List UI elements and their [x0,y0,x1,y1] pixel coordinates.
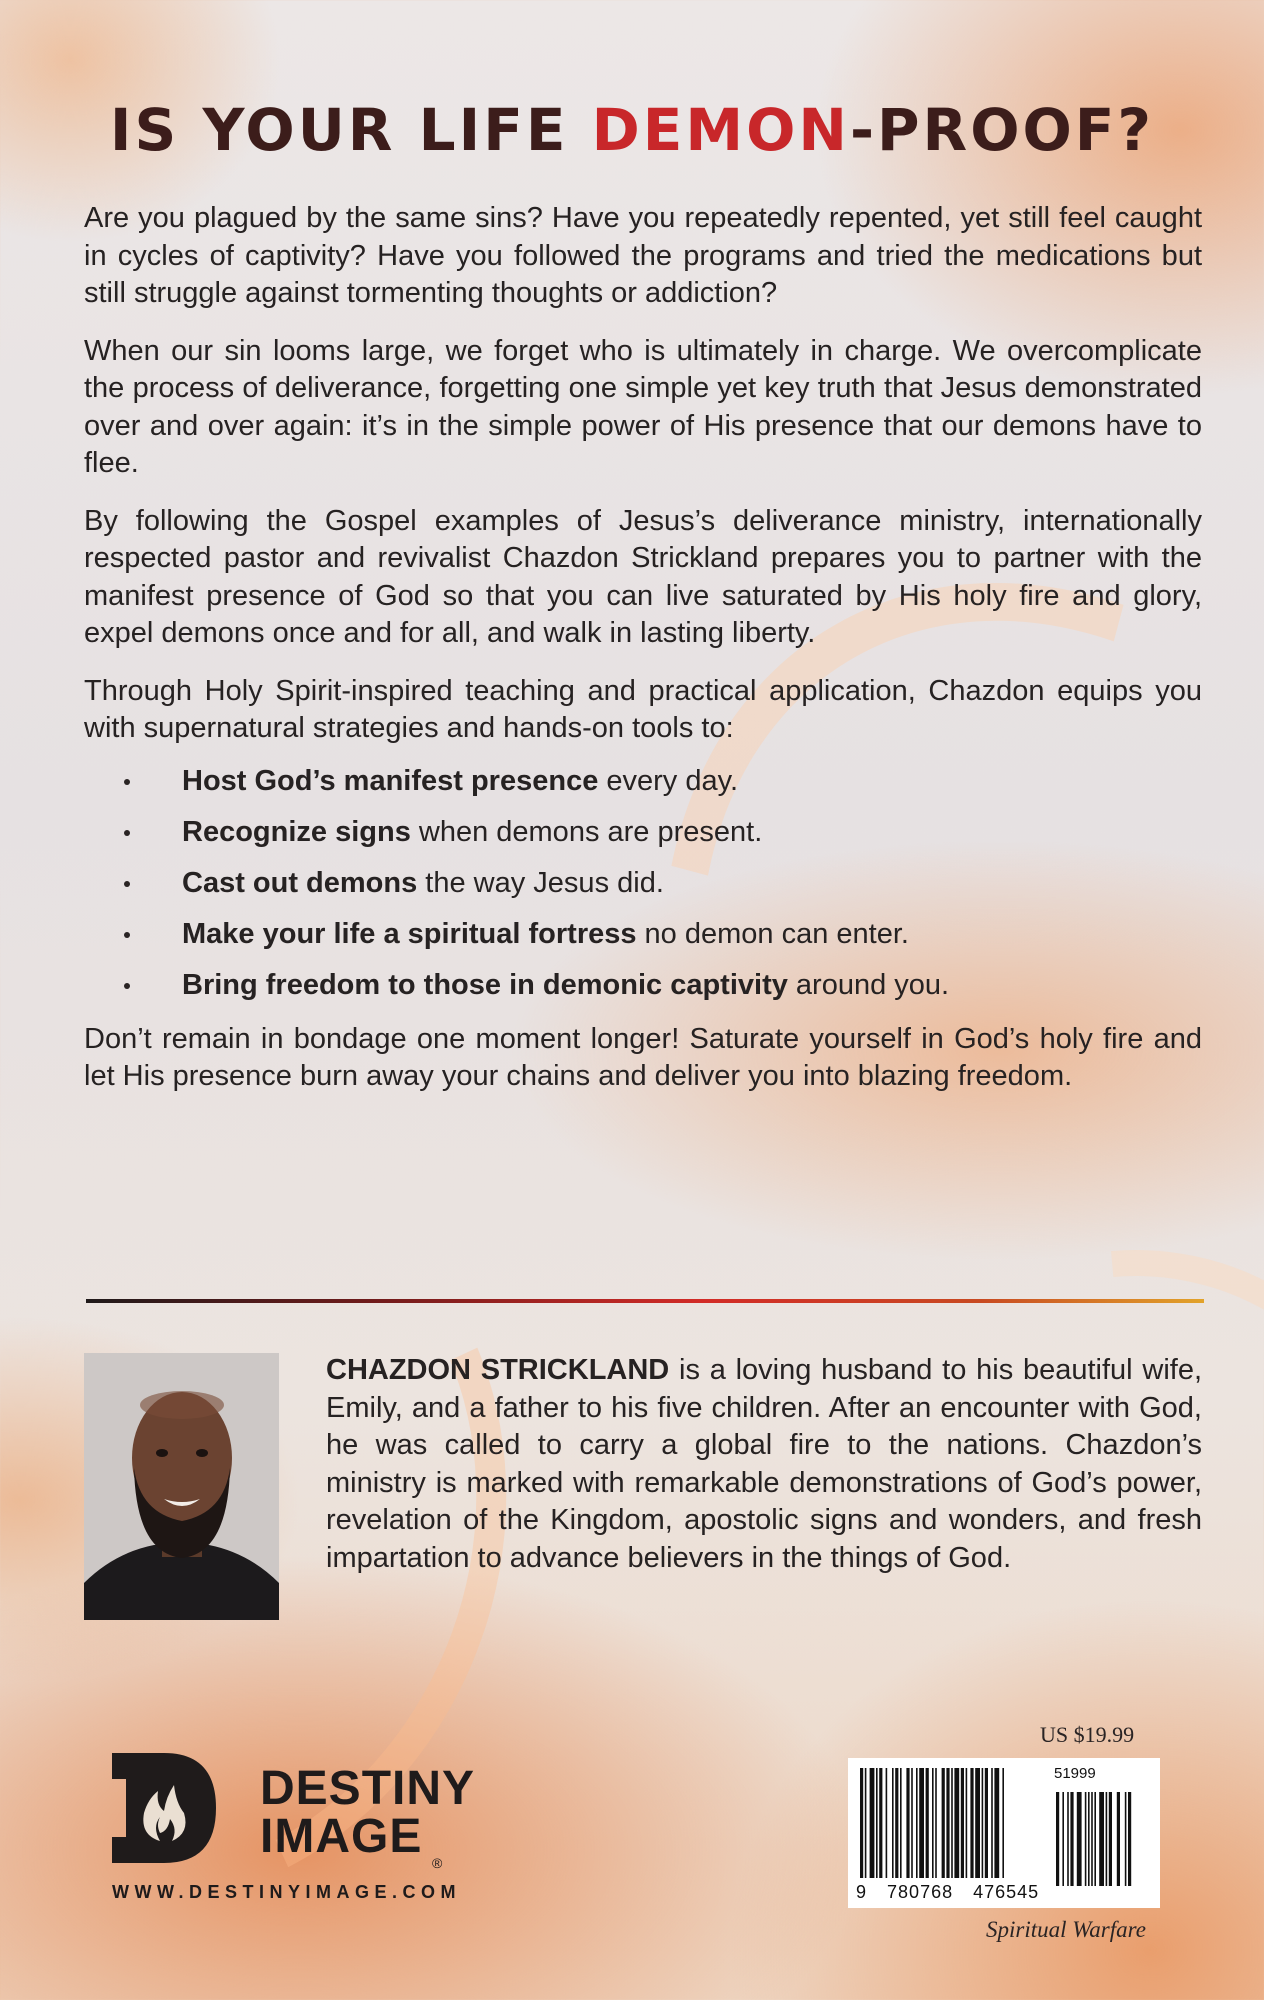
barcode-bar [942,1768,945,1878]
bullet-icon [124,830,130,836]
closing-paragraph: Don’t remain in bondage one moment longer! Saturate yourself in God’s holy fire and let His presence burn away your chains and deliver you into blazing freedom. [84,1022,1202,1092]
barcode-bar [1117,1792,1120,1886]
barcode-bars [860,1768,1150,1886]
isbn-prefix: 9 [856,1882,868,1902]
barcode-bar [911,1768,913,1878]
bullet-bold: Cast out demons [182,866,418,899]
barcode-bar [1070,1792,1073,1886]
barcode-bar [1088,1792,1090,1886]
headline [0,96,1264,164]
description [84,200,1202,1116]
bullet-bold: Recognize signs [182,815,411,848]
book-category: Spiritual Warfare [986,1917,1146,1942]
barcode-bar [961,1768,964,1878]
barcode-bar [886,1768,888,1878]
bullet-bold: Bring freedom to those in demonic captivity [182,968,788,1001]
isbn-group-2: 476545 [973,1882,1040,1902]
bullet-rest: every day. [598,764,739,797]
bullet-rest: the way Jesus did. [417,866,664,899]
barcode-bar [892,1768,894,1878]
bullet-icon [124,932,130,938]
barcode-bar [895,1768,898,1878]
list-item [84,756,1202,807]
barcode-bar [1128,1792,1131,1886]
headline-part2: -PROOF? [849,96,1155,164]
isbn-barcode [848,1758,1160,1908]
list-item [84,858,1202,909]
barcode-bar [876,1768,878,1878]
bullet-bold: Host God’s manifest presence [182,764,599,797]
barcode-bar [879,1768,882,1878]
paragraph: When our sin looms large, we forget who is ultimately in charge. We overcomplicate the process of deliverance, forgetting one simple yet key truth that Jesus demonstrated over and over again: it’s in the simple power of His presence that our demons have to flee. [84,334,1202,479]
barcode-addon-number: 51999 [1054,1765,1096,1782]
bullet-rest: when demons are present. [410,815,763,848]
section-divider [86,1299,1204,1303]
bullet-icon [124,983,130,989]
barcode-bar [994,1768,999,1878]
bullet-bold: Make your life a spiritual fortress [182,917,637,950]
bullet-rest: no demon can enter. [636,917,909,950]
barcode-bar [991,1768,993,1878]
author-name: CHAZDON STRICKLAND [326,1354,670,1386]
barcode-bar [1106,1792,1108,1886]
barcode-bar [926,1768,929,1878]
list-item [84,909,1202,960]
barcode-bar [919,1768,924,1878]
headline-accent: DEMON [591,96,850,164]
publisher-name-line2: IMAGE [260,1810,423,1863]
barcode-bar [975,1768,980,1878]
barcode-bar [860,1768,863,1878]
publisher-url: WWW.DESTINYIMAGE.COM [112,1882,461,1902]
barcode-bar [985,1768,988,1878]
destiny-flame-d-icon [112,1753,216,1863]
barcode-bar [1109,1792,1112,1886]
headline-part1: IS YOUR LIFE [109,96,592,164]
author-portrait-icon [84,1353,279,1620]
publisher-name-line1: DESTINY [260,1762,476,1815]
barcode-bar [900,1768,902,1878]
barcode-bar [954,1768,959,1878]
isbn-group-1: 780768 [887,1882,954,1902]
author-bio [326,1352,1202,1577]
barcode-bar [870,1768,875,1878]
barcode-bar [1091,1792,1093,1886]
publisher-name [260,1762,476,1863]
bullet-rest: around you. [787,968,950,1001]
isbn-number [856,1882,1156,1903]
barcode-bar [970,1768,973,1878]
paragraph: By following the Gospel examples of Jesus’s deliverance ministry, internationally respected pastor and revivalist Chazdon Strickland prepares you to partner with the manifest presence of God so that you can live saturated by His holy fire and glory, expel demons once and for all, and walk in lasting liberty. [84,504,1202,649]
barcode-bar [1067,1792,1069,1886]
bullet-list [84,756,1202,1011]
price: US $19.99 [1040,1722,1135,1747]
bullet-icon [124,779,130,785]
barcode-bar [916,1768,918,1878]
barcode-bar [932,1768,934,1878]
barcode-bar [946,1768,949,1878]
author-bio-text: is a loving husband to his beautiful wife, Emily, and a father to his five children. After an encounter with God, he was called to carry a global fire to the nations. Chazdon’s ministry is marked with remarkable demonstrations of God’s power, revelation of the Kingdom, apostolic signs and wonders, and fresh impartation to advance believers in the things of God. [326,1354,1202,1574]
barcode-bar [935,1768,937,1878]
barcode-bar [865,1768,867,1878]
barcode-bar [1056,1792,1059,1886]
barcode-bar [1125,1792,1127,1886]
list-item [84,807,1202,858]
barcode-bar [1062,1792,1064,1886]
barcode-bar [966,1768,968,1878]
barcode-bar [1077,1792,1082,1886]
paragraph: Through Holy Spirit-inspired teaching and practical application, Chazdon equips you with supernatural strategies and hands-on tools to: [84,674,1202,744]
barcode-bar [951,1768,953,1878]
barcode-bar [1002,1768,1004,1878]
bullet-icon [124,881,130,887]
barcode-bar [1085,1792,1087,1886]
author-photo [84,1353,279,1620]
list-item [84,960,1202,1011]
barcode-bar [1094,1792,1096,1886]
barcode-bar [906,1768,909,1878]
registered-mark: ® [432,1855,443,1871]
barcode-bar [1099,1792,1104,1886]
barcode-bar [982,1768,984,1878]
paragraph: Are you plagued by the same sins? Have you repeatedly repented, yet still feel caught in cycles of captivity? Have you followed the programs and tried the medications but still struggle against tormenting thoughts or addiction? [84,202,1202,309]
